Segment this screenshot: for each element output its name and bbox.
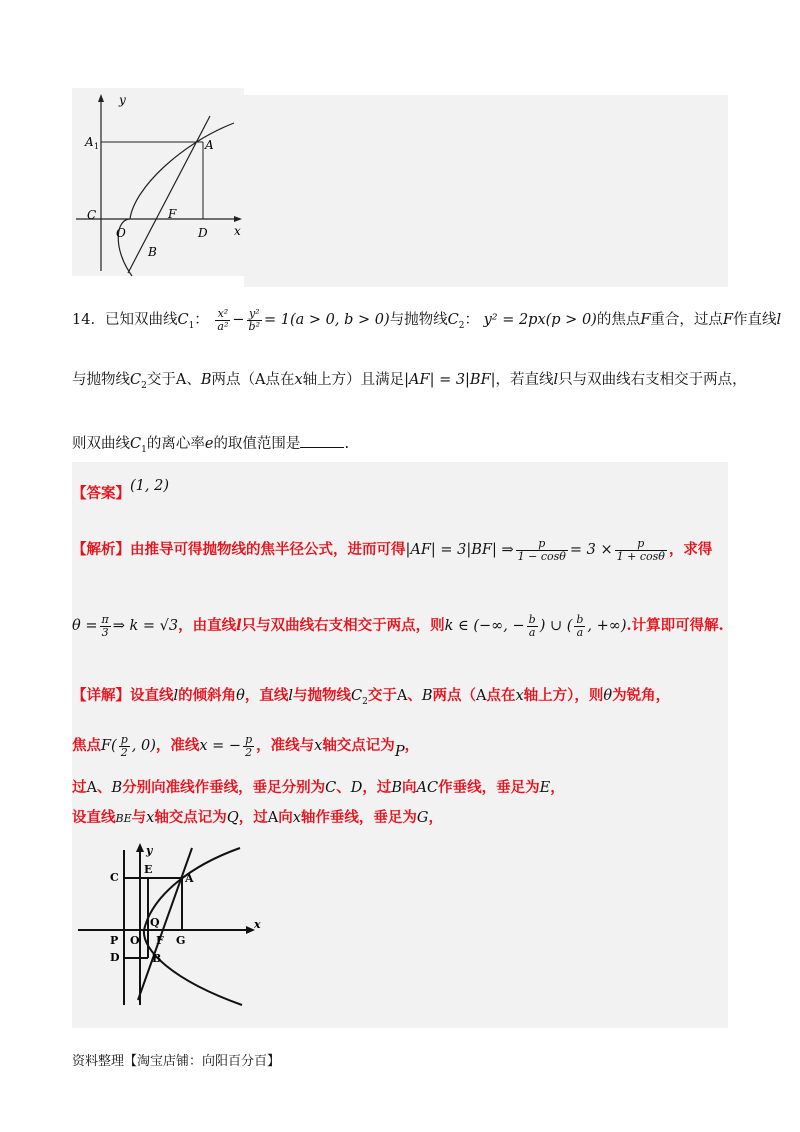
detail-line-4 <box>72 804 443 833</box>
problem-number: 14． <box>72 312 105 328</box>
label-g: G <box>176 934 186 947</box>
problem-text: ： <box>464 312 479 328</box>
math-l: l <box>288 688 294 704</box>
theta-eq: θ = <box>72 618 98 634</box>
math-ac: AC <box>416 780 439 796</box>
problem-text: 重合，过点 <box>650 312 723 328</box>
label-c: C <box>110 871 119 884</box>
math-p: P <box>394 744 405 760</box>
figure2-diagram <box>72 840 272 1010</box>
problem-text: 与抛物线 <box>72 372 130 388</box>
analysis-eq: |AF| = 3|BF| ⇒ <box>405 542 514 558</box>
math-b: B <box>111 780 123 796</box>
problem-text: 的取值范围是 <box>213 436 301 452</box>
label-a1: A <box>85 135 94 149</box>
figure1-shaded-background <box>244 95 728 287</box>
detail-text: 分别向准线作垂线，垂足分别为 <box>122 779 326 796</box>
math-theta: θ <box>603 688 613 704</box>
analysis-text: .计算即可得解. <box>626 617 724 634</box>
math-c2: C <box>447 312 459 328</box>
detail-text: ， <box>404 737 420 754</box>
hyp-frac-y: $\frac{\text{y²}}{\text{b²}}$ <box>248 306 260 333</box>
math-a: A <box>267 810 279 826</box>
detail-text: 焦点 <box>72 737 101 754</box>
frac-b-a: $\frac{b}{a}$ <box>576 612 584 639</box>
detail-text: ， <box>428 809 443 826</box>
detail-text: 向 <box>278 809 293 826</box>
math-c1-sub: 1 <box>141 444 147 455</box>
detail-text: 的倾斜角 <box>178 687 237 704</box>
detail-text: ，过 <box>238 809 268 826</box>
label-y: y <box>146 844 153 857</box>
math-a: A <box>86 780 97 796</box>
math-q: Q <box>226 810 239 826</box>
problem-line-3 <box>72 430 349 464</box>
problem-text: 两点（ <box>211 372 255 388</box>
math-e-point: E <box>539 780 551 796</box>
math-c2: C <box>351 688 363 704</box>
problem-line-2 <box>72 366 747 400</box>
frac-pi-3: $\frac{\pi}{3}$ <box>101 612 109 639</box>
detail-text: 设直线 <box>130 687 174 704</box>
condition-eq: |AF| = 3|BF| <box>404 372 496 388</box>
analysis-text: ，由直线 <box>178 617 237 634</box>
problem-text: 已知双曲线 <box>104 312 178 328</box>
problem-text: ，若直线 <box>495 372 554 388</box>
y-axis-arrow <box>136 843 144 852</box>
figure1-diagram <box>72 88 252 288</box>
detail-text: ，直线 <box>244 687 289 704</box>
problem-text: 与抛物线 <box>389 312 448 328</box>
math-a: A <box>175 372 187 388</box>
label-a1-sub: 1 <box>94 142 100 151</box>
frac-p-2: $\frac{p}{2}$ <box>245 732 253 759</box>
detail-text: 点在 <box>486 687 516 704</box>
math-x: x <box>292 810 301 826</box>
label-c: C <box>87 208 97 222</box>
math-c: C <box>325 780 337 796</box>
math-f-tail: , 0) <box>131 738 156 754</box>
k-range: , +∞) <box>587 618 627 634</box>
detail-text: 轴上方），则 <box>523 687 604 704</box>
frac-p-1-plus-cos: $\frac{p}{1 + \cos\theta}$ <box>616 536 665 563</box>
analysis-line-1 <box>72 530 712 570</box>
analysis-eq: = 3 × <box>569 542 613 558</box>
detail-text: 、 <box>336 779 351 796</box>
problem-line-1 <box>72 302 781 338</box>
problem-text: 、 <box>186 372 201 388</box>
detail-line-2 <box>72 726 419 766</box>
detail-text: ， <box>550 779 565 796</box>
detail-text: 作垂线，垂足为 <box>438 779 540 796</box>
label-e: E <box>144 863 153 876</box>
analysis-text: 只与双曲线右支相交于两点，则 <box>241 617 445 634</box>
detail-text: 、 <box>407 687 422 704</box>
math-f: F <box>640 312 651 328</box>
math-x: x <box>515 688 524 704</box>
math-x: x <box>146 810 155 826</box>
label-b: B <box>148 245 157 259</box>
math-x: x <box>294 372 303 388</box>
math-c2-sub: 2 <box>141 380 147 391</box>
detail-text: ，准线 <box>155 737 200 754</box>
analysis-text: 由推导可得抛物线的焦半径公式，进而可得 <box>130 541 406 558</box>
label-x: x <box>254 918 261 931</box>
math-d: D <box>350 780 363 796</box>
problem-text: 轴上方）且满足 <box>302 372 405 388</box>
detail-line-3 <box>72 774 565 802</box>
frac-p-1-cos: $\frac{p}{1 - \cos\theta}$ <box>517 536 566 563</box>
k-range: ) ∪ ( <box>539 618 573 634</box>
math-l: l <box>553 372 559 388</box>
math-a: A <box>254 372 266 388</box>
detail-text: 过 <box>72 779 87 796</box>
math-b: B <box>200 372 212 388</box>
math-theta: θ <box>236 688 245 704</box>
label-f: F <box>168 207 177 221</box>
math-l: l <box>173 688 179 704</box>
math-c2: C <box>130 372 142 388</box>
math-c2-sub: 2 <box>458 320 465 331</box>
math-c1: C <box>130 436 142 452</box>
label-d: D <box>110 951 120 964</box>
problem-text: 则双曲线 <box>72 436 130 452</box>
detail-text: 与 <box>131 809 147 826</box>
math-l: l <box>236 617 242 634</box>
label-a: A <box>185 872 194 885</box>
detail-text: 向 <box>402 779 417 796</box>
figure1-background <box>72 88 244 276</box>
answer-blank <box>300 435 344 448</box>
detail-text: 轴交点记为 <box>154 809 227 826</box>
math-g: G <box>416 810 429 826</box>
detail-text: 两点（ <box>432 687 476 704</box>
math-c1-sub: 1 <box>188 320 195 331</box>
detail-line-1 <box>72 682 670 716</box>
math-b: B <box>391 780 403 796</box>
detail-text: 、 <box>96 779 112 796</box>
detail-text: ，过 <box>362 779 392 796</box>
problem-text: . <box>344 436 350 452</box>
label-f: F <box>156 934 164 947</box>
parabola-eq: y² = 2px(p > 0) <box>483 312 597 328</box>
detail-text: ，准线与 <box>256 737 315 754</box>
detail-text: 交于 <box>367 687 397 704</box>
label-d: D <box>198 226 208 240</box>
math-b: B <box>421 688 433 704</box>
label-a: A <box>205 138 214 152</box>
problem-text: 点在 <box>265 372 295 388</box>
problem-text: 的离心率 <box>146 436 205 452</box>
footer-note: 资料整理【淘宝店铺：向阳百分百】 <box>72 1054 281 1069</box>
analysis-line-2 <box>72 606 724 646</box>
math-e: e <box>204 436 214 452</box>
hyp-frac-x: $\frac{\text{x²}}{\text{a²}}$ <box>217 306 229 333</box>
detail-label: 【详解】 <box>72 687 130 704</box>
math-f: F( <box>101 738 117 754</box>
detail-text: 为锐角， <box>612 687 671 704</box>
label-p: P <box>110 934 119 947</box>
math-a: A <box>476 688 487 704</box>
math-f: F <box>722 312 733 328</box>
problem-text: 交于 <box>146 372 176 388</box>
k-range: k ∈ (−∞, − <box>444 618 525 634</box>
problem-text: 的焦点 <box>596 312 641 328</box>
detail-text: 与抛物线 <box>293 687 352 704</box>
analysis-label: 【解析】 <box>72 541 130 558</box>
label-b: B <box>152 952 162 965</box>
analysis-text: ，求得 <box>668 541 713 558</box>
label-y: y <box>119 93 126 107</box>
frac-p-2: $\frac{p}{2}$ <box>120 732 128 759</box>
answer-value: (1, 2) <box>130 478 169 494</box>
label-o: O <box>130 934 140 947</box>
detail-text: 设直线 <box>72 809 116 826</box>
frac-b-a: $\frac{b}{a}$ <box>528 612 536 639</box>
math-c1: C <box>177 312 189 328</box>
math-be: BE <box>115 812 132 825</box>
k-eq: ⇒ k = √3 <box>112 618 179 634</box>
problem-text: 作直线 <box>732 312 777 328</box>
math-a: A <box>396 688 408 704</box>
math-x: x <box>314 738 323 754</box>
detail-text: 轴作垂线，垂足为 <box>300 809 417 826</box>
directrix-eq: x = − <box>199 738 242 754</box>
math-c2-sub: 2 <box>362 696 368 707</box>
label-o: O <box>116 226 126 240</box>
hyp-eq-tail: = 1(a > 0, b > 0) <box>263 312 390 328</box>
answer-line <box>72 480 169 508</box>
problem-text: 只与双曲线右支相交于两点， <box>558 372 747 388</box>
minus-sign: − <box>232 312 245 328</box>
problem-text: ： <box>194 312 209 328</box>
math-l: l <box>776 312 782 328</box>
label-x: x <box>234 224 241 238</box>
detail-text: 轴交点记为 <box>322 737 395 754</box>
label-q: Q <box>150 916 160 929</box>
answer-label: 【答案】 <box>72 485 130 502</box>
